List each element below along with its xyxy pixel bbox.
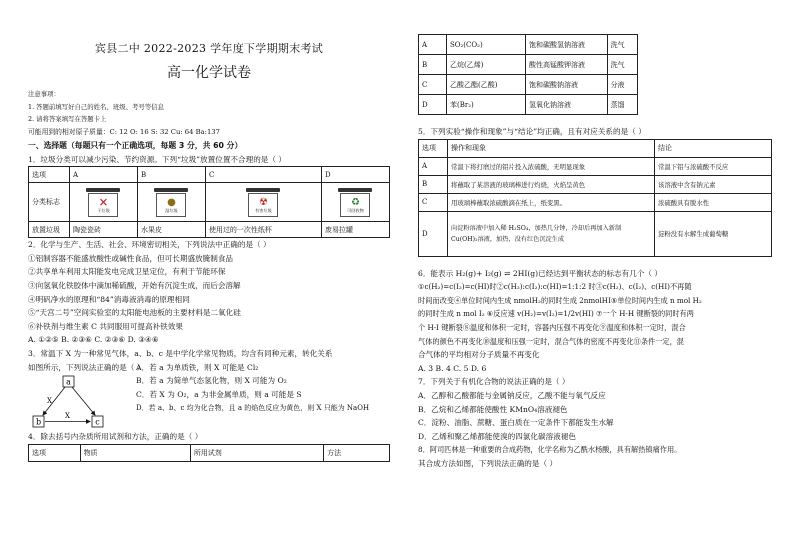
q3-option: C．若 X 为 O₂，a 为非金属单质，则 a 可能是 S <box>136 390 302 400</box>
q4-cell: SO₂(CO₂) <box>446 35 525 55</box>
q5-cell: D <box>419 211 448 256</box>
notes-heading: 注意事项： <box>28 90 60 98</box>
q6-line: 个 H-I 键断裂⑧温度和体积一定时，容器内压强不再变化⑨温度和体积一定时，混合 <box>418 322 686 332</box>
q1-header-cell: A <box>70 167 138 183</box>
q2-line: ⑥补铁剂与维生素 C 共同服用可提高补铁效果 <box>28 321 183 331</box>
q6-line: 的同时生成 n mol I₂ ⑥反应速 v(H₂)=v(I₂)=1/2v(HI) ⑦一个 H-H 键断裂的同时有两 <box>418 309 694 319</box>
note-item: 2. 请将答案填写在答题卡上 <box>28 115 107 123</box>
q4-header-cell: 选项 <box>29 444 81 461</box>
q4-cell: 洗气 <box>607 55 637 75</box>
school-title: 宾县二中 2022-2023 学年度下学期期末考试 <box>94 42 324 55</box>
q4-cell: D <box>419 95 447 115</box>
q7-option: A．乙醇和乙酸都能与金属钠反应，乙酸不能与氧气反应 <box>418 390 606 400</box>
q4-table-header <box>28 444 390 462</box>
q4-cell: 分液 <box>607 75 637 95</box>
recyclable-bin-icon: ♻ 可回收物 <box>338 188 372 216</box>
q1-table <box>28 166 390 238</box>
dry-waste-bin-icon: 🗙 干垃圾 <box>86 188 120 216</box>
q4-stem: 4．除去括号内杂质所用试剂和方法，正确的是（ ） <box>28 432 203 442</box>
q4-table <box>418 34 638 115</box>
q5-cell: 浓硫酸具有脱水性 <box>655 193 772 211</box>
q6-line: 合气体的平均相对分子质量不再变化 <box>418 350 540 360</box>
q1-stem: 1．垃圾分类可以减少污染、节约资源。下列“垃圾”放置位置不合理的是（ ） <box>28 154 287 164</box>
q3-stem: 如图所示，下列说法正确的是（ ） <box>28 362 145 372</box>
q2-line: ⑤“天宫二号”空间实验室的太阳能电池板的主要材料是二氧化硅 <box>28 308 241 318</box>
q1-header-cell: D <box>321 167 389 183</box>
q4-cell: 蒸馏 <box>607 95 637 115</box>
right-column <box>418 0 772 560</box>
q3-conversion-diagram <box>30 374 130 434</box>
node-a: a <box>66 377 71 387</box>
q4-header-cell: 物质 <box>80 444 190 461</box>
q8-line: 8．阿司匹林是一种重要的合成药物，化学名称为乙酰水杨酸，具有解热镇痛作用。 <box>418 445 682 455</box>
q1-item: 使用过的一次性纸杯 <box>205 222 321 238</box>
q1-item: 废易拉罐 <box>321 222 389 238</box>
q7-option: C．淀粉、油脂、蔗糖、蛋白质在一定条件下都能发生水解 <box>418 418 614 428</box>
q4-cell: C <box>419 75 447 95</box>
note-item: 1. 答题前填写好自己的姓名、班级、考号等信息 <box>28 102 164 111</box>
q1-header-cell: 选项 <box>29 167 70 183</box>
left-column <box>28 0 390 560</box>
q1-row-label: 分类标志 <box>29 183 70 222</box>
q6-options: A. 3 B. 4 C. 5 D. 6 <box>418 363 487 373</box>
q5-cell: 该溶液中含有钠元素 <box>655 175 772 193</box>
q2-line: ①铝制容器不能盛放酸性或碱性食品，但可长期盛放腌制食品 <box>28 253 234 263</box>
arrow-label-x: X <box>65 412 70 421</box>
q4-cell: 酸性高锰酸钾溶液 <box>526 55 608 75</box>
q2-line: ②共享单车利用太阳能发电完成卫星定位，有利于节能环保 <box>28 267 226 277</box>
q5-cell: C <box>419 193 448 211</box>
q5-cell: 常温下将打磨过的铝片投入浓硫酸，无明显现象 <box>448 157 655 175</box>
q2-options: A. ①②⑤ B. ②③⑥ C. ②③⑥ D. ③④⑥ <box>28 335 159 345</box>
q5-cell: B <box>419 175 448 193</box>
exam-title: 高一化学试卷 <box>167 65 251 81</box>
q4-cell: 苯(Br₂) <box>446 95 525 115</box>
q4-cell: 乙烷(乙烯) <box>446 55 525 75</box>
q1-item: 水果皮 <box>137 222 205 238</box>
q3-option: A．若 a 为单质铁，则 X 可能是 Cl₂ <box>136 363 259 373</box>
q6-line: 时间而改变④单位时间内生成 nmolH₂的同时生成 2nmolHI⑤单位时间内生成 n mol H₂ <box>418 295 702 305</box>
q3-option: D．若 a、b、c 均为化合物，且 a 的焰色反应为黄色，则 X 只能为 NaOH <box>136 404 370 413</box>
q4-cell: 氢氧化钠溶液 <box>526 95 608 115</box>
q4-cell: 乙酸乙酯(乙酸) <box>446 75 525 95</box>
q4-cell: 饱和碳酸氢钠溶液 <box>526 35 608 55</box>
q4-header-cell: 方法 <box>324 444 390 461</box>
q3-option: B．若 a 为简单气态氢化物，则 X 可能为 O₂ <box>136 376 287 386</box>
q2-line: ③向氢氧化铁胶体中滴加稀硫酸，开始有沉淀生成，而后会溶解 <box>28 281 241 291</box>
arrow-label-x: X <box>47 397 52 406</box>
q1-header-cell: B <box>137 167 205 183</box>
q5-cell: 用玻璃棒蘸取浓硫酸滴在纸上，纸变黑。 <box>448 193 655 211</box>
q5-header-cell: 操作和现象 <box>448 139 655 157</box>
q4-cell: 洗气 <box>607 35 637 55</box>
q4-cell: B <box>419 55 447 75</box>
q7-option: D．乙烯和聚乙烯都能使溴的四氯化碳溶液褪色 <box>418 431 576 441</box>
wet-waste-bin-icon: ● 湿垃圾 <box>154 188 188 216</box>
q4-header-cell: 所用试剂 <box>190 444 323 461</box>
q7-option: B．乙烷和乙烯都能使酸性 KMnO₄溶液褪色 <box>418 404 568 414</box>
q5-cell: A <box>419 157 448 175</box>
q5-header-cell: 选项 <box>419 139 448 157</box>
section-heading: 一、选择题（每题只有一个正确选项，每题 3 分，共 60 分） <box>28 141 243 151</box>
q5-header-cell: 结论 <box>655 139 772 157</box>
q5-d-operation: Cu(OH)₂溶液，加热，没有红色沉淀生成 <box>451 235 565 243</box>
q5-cell: 常温下铝与浓硫酸不反应 <box>655 157 772 175</box>
q8-line: 其合成方法如图，下列说法正确的是（ ） <box>418 458 558 468</box>
hazardous-waste-bin-icon: ☢ 有害垃圾 <box>246 188 280 216</box>
q5-stem: 5．下列实验“操作和现象”与“结论”均正确，且有对应关系的是（ ） <box>418 127 646 136</box>
q1-row2-label: 放置垃圾 <box>29 222 70 238</box>
q5-cell: 淀粉没有水解生成葡萄糖 <box>655 211 772 256</box>
q4-cell: A <box>419 35 447 55</box>
q2-stem: 2．化学与生产、生活、社会、环境密切相关，下列说法中正确的是（ ） <box>28 240 271 250</box>
atomic-mass-line: 可能用到的相对原子质量：C: 12 O: 16 S: 32 Cu: 64 Ba:137 <box>28 127 220 136</box>
q6-line: 6．能表示 H₂(g)+ I₂(g) ⇌ 2HI(g)已经达到平衡状态的标志有几个（ ） <box>418 268 663 278</box>
q5-table <box>418 139 772 257</box>
q1-header-cell: C <box>205 167 321 183</box>
node-c: c <box>95 417 100 427</box>
q5-d-operation: 向淀粉溶液中加入稀 H₂SO₄，加热几分钟，冷却后再加入新制 <box>451 224 622 232</box>
q4-cell: 饱和碳酸钠溶液 <box>526 75 608 95</box>
q6-line: 气体的颜色不再变化⑩温度和压强一定时，混合气体的密度不再变化⑪条件一定，混 <box>418 336 684 346</box>
q5-cell <box>448 211 655 256</box>
q2-line: ④明矾净水的原理和“84”消毒液消毒的原理相同 <box>28 294 190 304</box>
q5-cell: 将蘸取了某溶液的玻璃棒进行灼烧，火焰呈黄色 <box>448 175 655 193</box>
q3-stem: 3．常温下 X 为一种常见气体，a、b、c 是中学化学常见物质，均含有同种元素，转化关系 <box>28 349 333 359</box>
q6-line: ①c(H₂)=c(I₂)=c(HI)时②c(H₂):c(I₂):c(HI)=1:1:2 时③c(H₂)、c(I₂)、c(HI)不再随 <box>418 282 692 292</box>
node-b: b <box>35 417 42 427</box>
q7-stem: 7．下列关于有机化合物的说法正确的是（ ） <box>418 377 570 387</box>
q1-item: 陶瓷瓷砖 <box>70 222 138 238</box>
